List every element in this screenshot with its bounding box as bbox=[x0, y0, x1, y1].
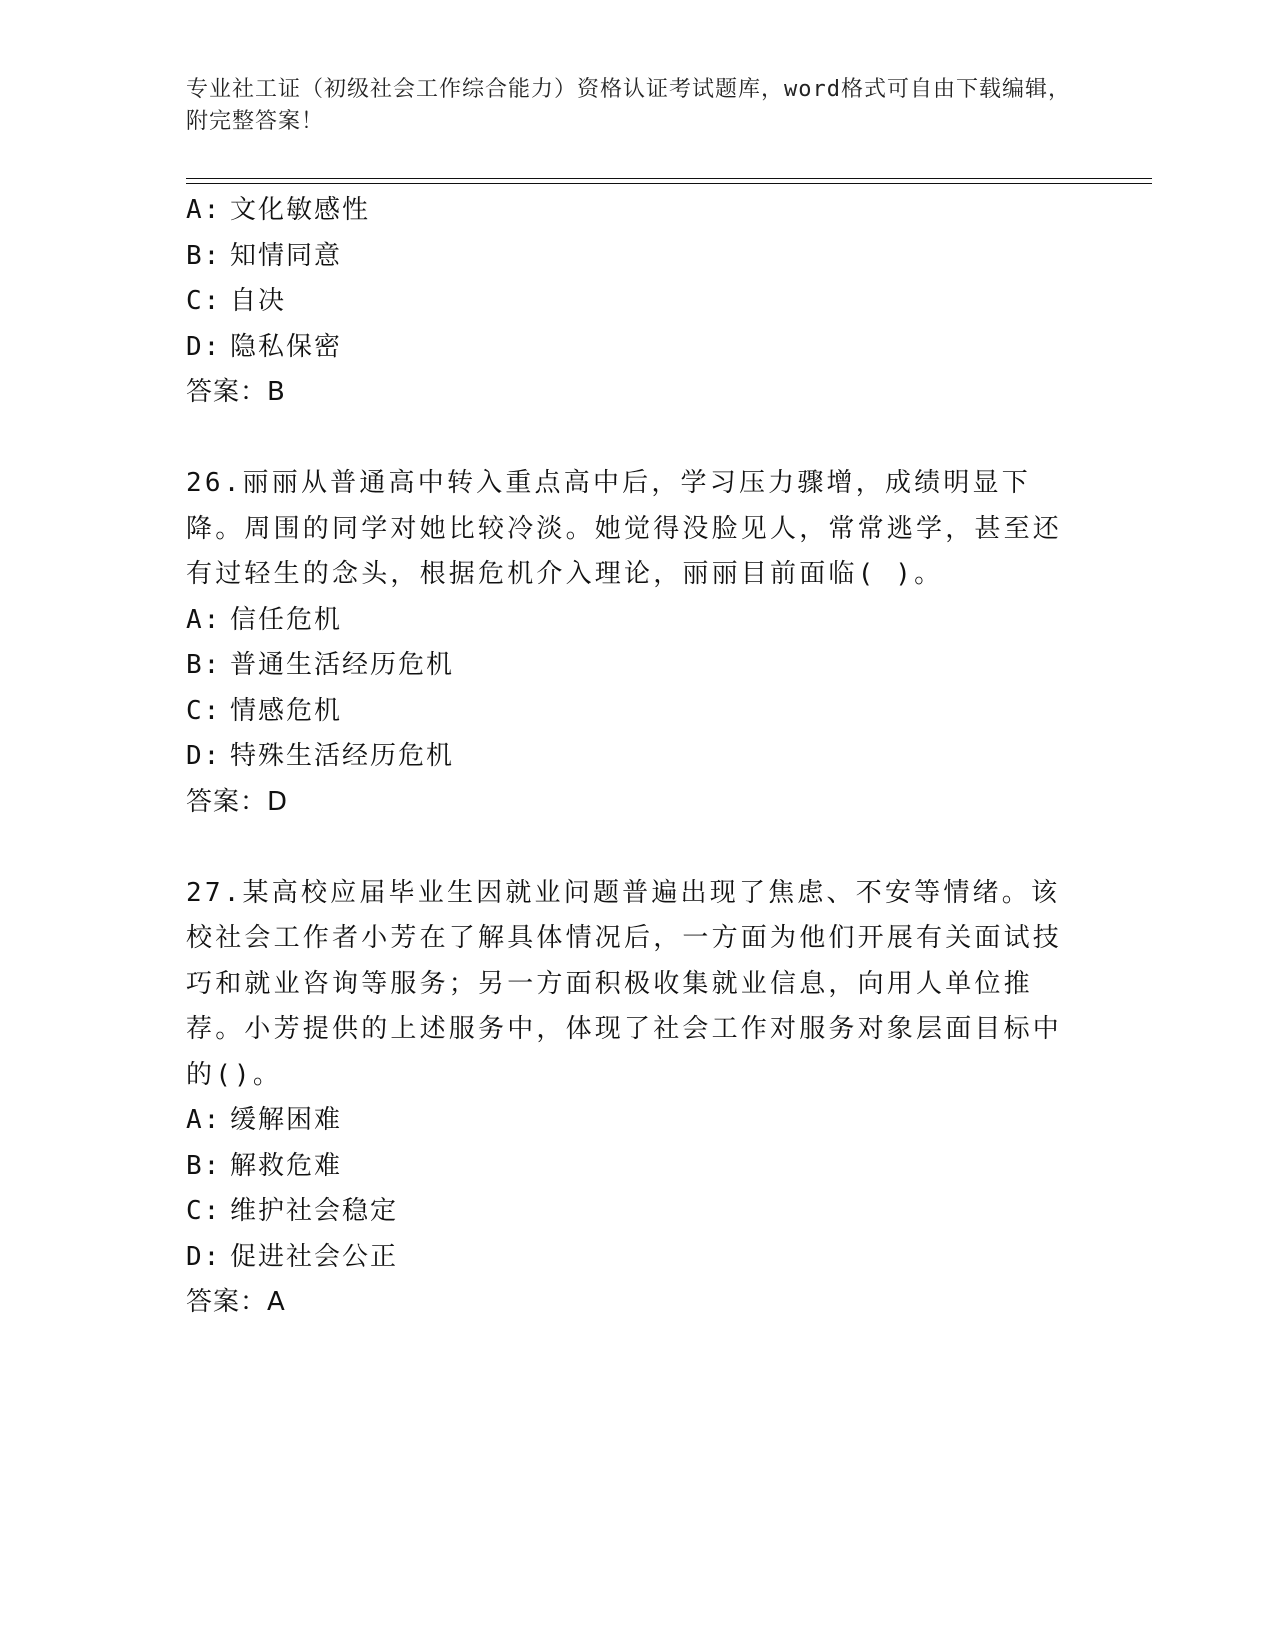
option-a: A: 缓解困难 bbox=[186, 1105, 343, 1135]
spacer bbox=[186, 825, 1086, 871]
question-content bbox=[186, 188, 1086, 1326]
answer: 答案：A bbox=[186, 1287, 286, 1317]
option-c: C: 情感危机 bbox=[186, 695, 343, 726]
option-d: D: 促进社会公正 bbox=[186, 1241, 399, 1272]
spacer bbox=[186, 416, 1086, 462]
option-d: D: 隐私保密 bbox=[186, 331, 343, 362]
option-a: A: 信任危机 bbox=[186, 604, 343, 635]
answer: 答案：B bbox=[186, 377, 286, 407]
question-stem: 26.丽丽从普通高中转入重点高中后，学习压力骤增，成绩明显下降。周围的同学对她比较冷淡。她觉得没脸见人，常常逃学，甚至还有过轻生的念头，根据危机介入理论，丽丽目前面临( )。 bbox=[186, 468, 1063, 589]
option-a: A: 文化敏感性 bbox=[186, 195, 371, 225]
question-27 bbox=[186, 871, 1086, 1326]
option-b: B: 知情同意 bbox=[186, 240, 343, 271]
answer: 答案：D bbox=[186, 786, 289, 817]
option-c: C: 自决 bbox=[186, 286, 287, 316]
question-25 bbox=[186, 188, 1086, 416]
header-rule-top bbox=[186, 178, 1152, 179]
option-c: C: 维护社会稳定 bbox=[186, 1196, 399, 1226]
question-26 bbox=[186, 461, 1086, 825]
option-b: B: 解救危难 bbox=[186, 1150, 343, 1181]
option-b: B: 普通生活经历危机 bbox=[186, 650, 455, 680]
option-d: D: 特殊生活经历危机 bbox=[186, 741, 455, 771]
header-rule-bottom bbox=[186, 183, 1152, 184]
document-header: 专业社工证（初级社会工作综合能力）资格认证考试题库，word格式可自由下载编辑，附完整答案！ bbox=[186, 77, 1071, 134]
question-stem: 27.某高校应届毕业生因就业问题普遍出现了焦虑、不安等情绪。该校社会工作者小芳在了解具体情况后，一方面为他们开展有关面试技巧和就业咨询等服务；另一方面积极收集就业信息，向用人单位推荐。小芳提供的上述服务中，体现了社会工作对服务对象层面目标中的()。 bbox=[186, 877, 1063, 1090]
